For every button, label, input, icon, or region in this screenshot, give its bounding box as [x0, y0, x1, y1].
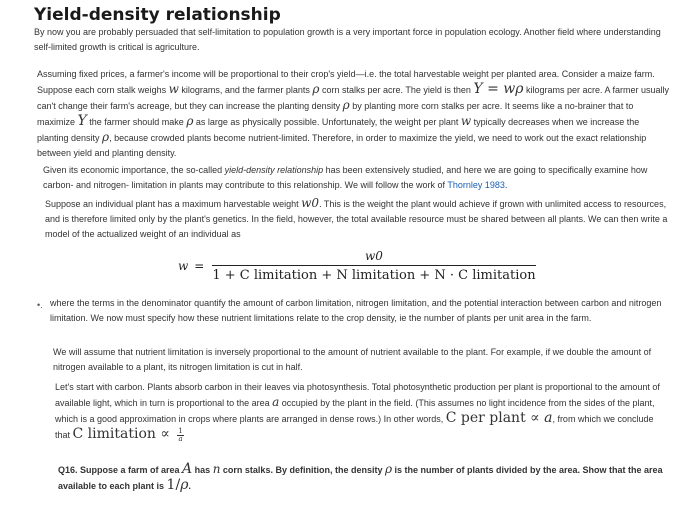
var-rho: ρ — [384, 462, 393, 476]
carbon-text-2: occupied by the plant in the field. (This assumes no light incidence from the sides of the plant, which is a good approximation in crops where plants are arranged in dense rows.) In other words, — [55, 398, 655, 424]
c-limitation-expr: C limitation ∝ — [72, 426, 175, 442]
var-rho: ρ — [102, 130, 110, 144]
yield-text-9: , because crowded plants become nutrient-limited. Therefore, in order to maximize the yield, we need to work out the exact relationship between yield and planting density. — [37, 133, 647, 158]
yield-density-term: yield-density relationship — [224, 165, 324, 175]
one-over-rho-denominator: ρ — [180, 477, 189, 493]
assumption-paragraph — [53, 345, 669, 375]
equation-lhs: w — [178, 259, 189, 273]
var-n: n — [212, 462, 221, 476]
yield-text-5: by planting more corn stalks per acre. It seems like a no-brainer that to maximize — [37, 101, 634, 127]
yield-text-3: corn stalks per acre. The yield is then — [319, 85, 474, 95]
var-a: a — [272, 395, 280, 409]
var-y: Y — [77, 113, 87, 129]
model-paragraph — [45, 196, 673, 242]
importance-text-2: has been extensively studied, and here we are going to specifically examine how carbon- and nitrogen- limitation in plants may contribute to this relationship. We will follow the work of — [43, 165, 648, 190]
var-rho: ρ — [342, 98, 350, 112]
c-per-plant-expr: C per plant ∝ — [445, 410, 545, 426]
thornley-reference-link[interactable]: Thornley 1983 — [447, 180, 505, 190]
denominator-paragraph — [50, 296, 668, 326]
importance-paragraph — [43, 163, 671, 193]
yield-paragraph — [37, 67, 673, 161]
intro-paragraph — [34, 25, 664, 55]
q16-text-1: Q16. Suppose a farm of area — [58, 465, 183, 475]
page-title: Yield-density relationship — [34, 5, 281, 25]
yield-text-8: typically decreases when we increase the planting density — [37, 117, 640, 143]
var-rho: ρ — [186, 114, 194, 128]
q16-text-5: . — [188, 481, 191, 491]
equation-numerator: w0 — [365, 249, 383, 263]
var-w: w — [168, 82, 179, 96]
one-over-rho-numerator: 1 — [166, 477, 176, 493]
var-a: a — [544, 410, 553, 426]
carbon-text-3: , from which we conclude that — [55, 414, 654, 440]
importance-text-1: Given its economic importance, the so-called — [43, 165, 225, 175]
fraction-denominator: a — [178, 435, 183, 444]
question-16 — [58, 462, 666, 494]
bullet-marker: •. — [37, 300, 43, 310]
one-over-a-fraction — [177, 428, 183, 443]
fraction-numerator: 1 — [178, 427, 183, 436]
importance-text-3: . — [504, 180, 508, 190]
yield-text-1: Assuming fixed prices, a farmer's income will be proportional to their crop's yield—i.e. the total harvestable weight per planted area. Consider a maize farm. Suppose each corn stalk weighs — [37, 69, 655, 95]
assumption-text: We will assume that nutrient limitation is inversely proportional to the amount of nutrient available to the plant. For example, if we double the amount of nitrogen available to a plant, its nitrogen limitation is cut in half. — [53, 347, 652, 372]
var-w: w — [460, 114, 472, 128]
denominator-text: where the terms in the denominator quantify the amount of carbon limitation, nitrogen limitation, and the potential interaction between carbon and nitrogen limitation. We now must specify how these nutrient limitations relate to the crop density, ie the number of plants per unit area in the farm. — [50, 298, 662, 323]
model-text-2: . This is the weight the plant would achieve if grown with unlimited access to resources, and is therefore limited only by the plant's genetics. In the field, however, the total available resource must be shared between all plants. We can then write a model of the actualized weight of an individual as — [45, 199, 668, 239]
q16-text-4: is the number of plants divided by the area. Show that the area available to each plant is — [58, 465, 663, 491]
var-w0: w0 — [301, 196, 320, 210]
carbon-paragraph — [55, 380, 667, 443]
yield-text-2: kilograms, and the farmer plants — [178, 85, 313, 95]
q16-text-3: corn stalks. By definition, the density — [220, 465, 385, 475]
intro-text: By now you are probably persuaded that self-limitation to population growth is a very important force in population ecology. Another field where understanding self-limited growth is critical is agriculture. — [34, 27, 661, 52]
yield-text-7: as large as physically possible. Unfortunately, the weight per plant — [193, 117, 461, 127]
var-area: A — [182, 461, 193, 477]
one-over-rho-slash: / — [175, 477, 181, 493]
yield-equation: Y = wρ — [473, 81, 524, 97]
weight-equation — [178, 249, 536, 283]
equation-equals: = — [194, 259, 205, 273]
equation-denominator: 1 + C limitation + N limitation + N · C limitation — [212, 265, 535, 283]
yield-text-6: the farmer should make — [86, 117, 187, 127]
var-rho: ρ — [312, 82, 320, 96]
model-text-1: Suppose an individual plant has a maximum harvestable weight — [45, 199, 302, 209]
yield-text-4: kilograms per acre. A farmer usually can't change their farm's acreage, but they can increase the planting density — [37, 85, 670, 111]
carbon-text-1: Let's start with carbon. Plants absorb carbon in their leaves via photosynthesis. Total photosynthetic production per plant is proportional to the amount of available light, which in turn is proportional to the area — [55, 382, 660, 408]
equation-fraction — [212, 249, 535, 283]
q16-text-2: has — [192, 465, 213, 475]
